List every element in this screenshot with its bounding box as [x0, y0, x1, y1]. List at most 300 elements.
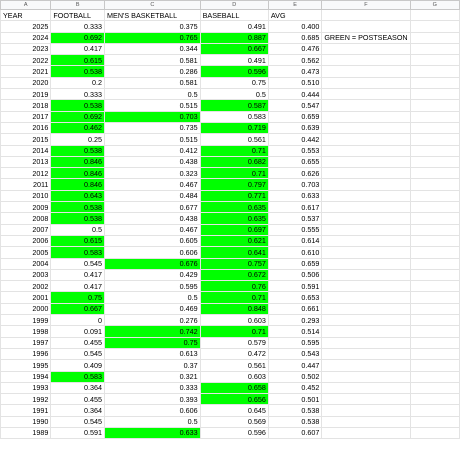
cell-baseball[interactable]: 0.658	[200, 382, 268, 393]
cell-f[interactable]	[322, 21, 410, 32]
cell-football[interactable]: 0.538	[51, 100, 105, 111]
cell-baseball[interactable]: 0.603	[200, 371, 268, 382]
table-row	[1, 315, 460, 326]
cell-year[interactable]: 2016	[1, 122, 51, 133]
cell-year[interactable]: 2025	[1, 21, 51, 32]
cell-baseball[interactable]: 0.472	[200, 348, 268, 359]
cell-avg[interactable]: 0.506	[268, 269, 321, 280]
header-year[interactable]: YEAR	[1, 10, 51, 21]
cell-baseball[interactable]: 0.645	[200, 405, 268, 416]
cell-avg[interactable]: 0.617	[268, 202, 321, 213]
cell-g[interactable]	[410, 303, 459, 314]
cell-year[interactable]: 1999	[1, 315, 51, 326]
cell-g[interactable]	[410, 100, 459, 111]
cell-football[interactable]: 0.692	[51, 32, 105, 43]
cell-g[interactable]	[410, 360, 459, 371]
header-row	[1, 10, 460, 21]
header-baseball[interactable]: BASEBALL	[200, 10, 268, 21]
cell-f[interactable]	[322, 145, 410, 156]
cell-f[interactable]	[322, 303, 410, 314]
cell-f[interactable]	[322, 77, 410, 88]
cell-football[interactable]: 0.417	[51, 269, 105, 280]
cell-baseball[interactable]: 0.561	[200, 360, 268, 371]
cell-f[interactable]	[322, 269, 410, 280]
cell-avg[interactable]: 0.659	[268, 111, 321, 122]
table-row	[1, 427, 460, 438]
cell-year[interactable]: 1996	[1, 348, 51, 359]
cell-baseball[interactable]: 0.635	[200, 202, 268, 213]
cell-f[interactable]	[322, 179, 410, 190]
cell-baseball[interactable]: 0.887	[200, 32, 268, 43]
cell-football[interactable]: 0.75	[51, 292, 105, 303]
cell-baseball[interactable]: 0.75	[200, 77, 268, 88]
cell-baseball[interactable]: 0.71	[200, 292, 268, 303]
cell-g[interactable]	[410, 427, 459, 438]
cell-football[interactable]: 0.538	[51, 66, 105, 77]
cell-avg[interactable]: 0.555	[268, 224, 321, 235]
cell-f[interactable]	[322, 394, 410, 405]
cell-avg[interactable]: 0.659	[268, 258, 321, 269]
cell-year[interactable]: 2018	[1, 100, 51, 111]
cell-avg[interactable]: 0.562	[268, 55, 321, 66]
cell-f[interactable]	[322, 326, 410, 337]
cell-mens-basketball[interactable]: 0.323	[105, 168, 201, 179]
cell-avg[interactable]: 0.626	[268, 168, 321, 179]
cell-mens-basketball[interactable]: 0.605	[105, 235, 201, 246]
cell-football[interactable]: 0.615	[51, 55, 105, 66]
cell-f[interactable]	[322, 348, 410, 359]
cell-year[interactable]: 1997	[1, 337, 51, 348]
cell-football[interactable]: 0.25	[51, 134, 105, 145]
column-header-c[interactable]: C	[105, 1, 201, 10]
cell-baseball[interactable]: 0.583	[200, 111, 268, 122]
cell-g[interactable]	[410, 122, 459, 133]
cell-year[interactable]: 1998	[1, 326, 51, 337]
cell-football[interactable]: 0.091	[51, 326, 105, 337]
cell-baseball[interactable]: 0.491	[200, 21, 268, 32]
cell-g[interactable]	[410, 66, 459, 77]
cell-year[interactable]: 2012	[1, 168, 51, 179]
cell-avg[interactable]: 0.614	[268, 235, 321, 246]
cell-football[interactable]: 0.692	[51, 111, 105, 122]
cell-mens-basketball[interactable]: 0.467	[105, 224, 201, 235]
cell-mens-basketball[interactable]: 0.515	[105, 100, 201, 111]
cell-avg[interactable]: 0.452	[268, 382, 321, 393]
cell-avg[interactable]: 0.537	[268, 213, 321, 224]
cell-g[interactable]	[410, 258, 459, 269]
cell-year[interactable]: 2010	[1, 190, 51, 201]
cell-baseball[interactable]: 0.757	[200, 258, 268, 269]
cell-avg[interactable]: 0.703	[268, 179, 321, 190]
cell-football[interactable]: 0.545	[51, 348, 105, 359]
cell-f[interactable]	[322, 100, 410, 111]
table-row	[1, 156, 460, 167]
cell-year[interactable]: 2006	[1, 235, 51, 246]
cell-f[interactable]	[322, 43, 410, 54]
column-header-g[interactable]: G	[410, 1, 459, 10]
grid-body	[1, 1, 460, 439]
cell-mens-basketball[interactable]: 0.515	[105, 134, 201, 145]
cell-avg[interactable]: 0.538	[268, 416, 321, 427]
cell-football[interactable]: 0.409	[51, 360, 105, 371]
cell-g[interactable]	[410, 55, 459, 66]
column-header-f[interactable]: F	[322, 1, 410, 10]
cell-mens-basketball[interactable]: 0.276	[105, 315, 201, 326]
cell-g[interactable]	[410, 145, 459, 156]
cell-mens-basketball[interactable]: 0.467	[105, 179, 201, 190]
cell-g[interactable]	[410, 43, 459, 54]
header-empty-g[interactable]	[410, 10, 459, 21]
cell-mens-basketball[interactable]: 0.393	[105, 394, 201, 405]
cell-mens-basketball[interactable]: 0.633	[105, 427, 201, 438]
table-row	[1, 179, 460, 190]
cell-year[interactable]: 2001	[1, 292, 51, 303]
cell-g[interactable]	[410, 77, 459, 88]
cell-baseball[interactable]: 0.848	[200, 303, 268, 314]
cell-baseball[interactable]: 0.596	[200, 66, 268, 77]
cell-mens-basketball[interactable]: 0.606	[105, 247, 201, 258]
cell-avg[interactable]: 0.444	[268, 89, 321, 100]
cell-baseball[interactable]: 0.797	[200, 179, 268, 190]
cell-baseball[interactable]: 0.621	[200, 235, 268, 246]
cell-baseball[interactable]: 0.491	[200, 55, 268, 66]
cell-mens-basketball[interactable]: 0.429	[105, 269, 201, 280]
cell-mens-basketball[interactable]: 0.703	[105, 111, 201, 122]
cell-year[interactable]: 1994	[1, 371, 51, 382]
table-row	[1, 66, 460, 77]
cell-football[interactable]: 0.846	[51, 156, 105, 167]
column-header-b[interactable]: B	[51, 1, 105, 10]
cell-year[interactable]: 1990	[1, 416, 51, 427]
cell-baseball[interactable]: 0.672	[200, 269, 268, 280]
table-row	[1, 360, 460, 371]
header-football[interactable]: FOOTBALL	[51, 10, 105, 21]
cell-year[interactable]: 2023	[1, 43, 51, 54]
cell-mens-basketball[interactable]: 0.484	[105, 190, 201, 201]
cell-g[interactable]	[410, 179, 459, 190]
cell-football[interactable]: 0.455	[51, 337, 105, 348]
table-row	[1, 168, 460, 179]
cell-avg[interactable]: 0.655	[268, 156, 321, 167]
cell-mens-basketball[interactable]: 0.75	[105, 337, 201, 348]
cell-avg[interactable]: 0.661	[268, 303, 321, 314]
cell-baseball[interactable]: 0.596	[200, 427, 268, 438]
cell-football[interactable]: 0.846	[51, 168, 105, 179]
cell-year[interactable]: 2005	[1, 247, 51, 258]
cell-f[interactable]	[322, 247, 410, 258]
table-row	[1, 77, 460, 88]
cell-avg[interactable]: 0.595	[268, 337, 321, 348]
cell-football[interactable]: 0.615	[51, 235, 105, 246]
cell-baseball[interactable]: 0.579	[200, 337, 268, 348]
table-row	[1, 416, 460, 427]
cell-mens-basketball[interactable]: 0.469	[105, 303, 201, 314]
cell-year[interactable]: 2008	[1, 213, 51, 224]
cell-f[interactable]	[322, 190, 410, 201]
cell-football[interactable]: 0	[51, 315, 105, 326]
table-row	[1, 21, 460, 32]
cell-g[interactable]	[410, 134, 459, 145]
cell-f[interactable]	[322, 168, 410, 179]
cell-baseball[interactable]: 0.71	[200, 145, 268, 156]
header-mens-basketball[interactable]: MEN'S BASKETBALL	[105, 10, 201, 21]
cell-avg[interactable]: 0.473	[268, 66, 321, 77]
cell-f[interactable]	[322, 427, 410, 438]
cell-f[interactable]	[322, 66, 410, 77]
cell-avg[interactable]: 0.502	[268, 371, 321, 382]
cell-g[interactable]	[410, 156, 459, 167]
cell-football[interactable]: 0.538	[51, 145, 105, 156]
cell-g[interactable]	[410, 416, 459, 427]
header-empty-f[interactable]	[322, 10, 410, 21]
cell-football[interactable]: 0.417	[51, 281, 105, 292]
cell-mens-basketball[interactable]: 0.5	[105, 416, 201, 427]
column-header-d[interactable]: D	[200, 1, 268, 10]
table-row	[1, 405, 460, 416]
table-row	[1, 371, 460, 382]
table-row	[1, 202, 460, 213]
cell-avg[interactable]: 0.538	[268, 405, 321, 416]
cell-avg[interactable]: 0.510	[268, 77, 321, 88]
cell-f[interactable]	[322, 32, 410, 43]
cell-football[interactable]: 0.591	[51, 427, 105, 438]
cell-year[interactable]: 2024	[1, 32, 51, 43]
cell-baseball[interactable]: 0.641	[200, 247, 268, 258]
cell-f[interactable]	[322, 89, 410, 100]
cell-year[interactable]: 2013	[1, 156, 51, 167]
cell-g[interactable]	[410, 348, 459, 359]
cell-baseball[interactable]: 0.561	[200, 134, 268, 145]
cell-f[interactable]	[322, 281, 410, 292]
cell-year[interactable]: 2003	[1, 269, 51, 280]
cell-baseball[interactable]: 0.587	[200, 100, 268, 111]
cell-g[interactable]	[410, 382, 459, 393]
cell-g[interactable]	[410, 89, 459, 100]
cell-f[interactable]	[322, 405, 410, 416]
cell-g[interactable]	[410, 337, 459, 348]
cell-mens-basketball[interactable]: 0.412	[105, 145, 201, 156]
cell-baseball[interactable]: 0.697	[200, 224, 268, 235]
cell-baseball[interactable]: 0.76	[200, 281, 268, 292]
cell-g[interactable]	[410, 202, 459, 213]
cell-f[interactable]	[322, 416, 410, 427]
cell-mens-basketball[interactable]: 0.581	[105, 77, 201, 88]
cell-mens-basketball[interactable]: 0.676	[105, 258, 201, 269]
cell-football[interactable]: 0.333	[51, 21, 105, 32]
cell-year[interactable]: 2014	[1, 145, 51, 156]
header-avg[interactable]: AVG	[268, 10, 321, 21]
cell-g[interactable]	[410, 32, 459, 43]
cell-mens-basketball[interactable]: 0.438	[105, 156, 201, 167]
cell-year[interactable]: 2015	[1, 134, 51, 145]
cell-year[interactable]: 1995	[1, 360, 51, 371]
cell-f[interactable]	[322, 235, 410, 246]
table-row	[1, 55, 460, 66]
cell-avg[interactable]: 0.607	[268, 427, 321, 438]
cell-football[interactable]: 0.364	[51, 405, 105, 416]
column-header-e[interactable]: E	[268, 1, 321, 10]
cell-avg[interactable]: 0.442	[268, 134, 321, 145]
cell-year[interactable]: 2000	[1, 303, 51, 314]
cell-year[interactable]: 2017	[1, 111, 51, 122]
cell-mens-basketball[interactable]: 0.677	[105, 202, 201, 213]
table-row	[1, 235, 460, 246]
cell-baseball[interactable]: 0.771	[200, 190, 268, 201]
cell-mens-basketball[interactable]: 0.765	[105, 32, 201, 43]
cell-mens-basketball[interactable]: 0.5	[105, 89, 201, 100]
cell-football[interactable]: 0.643	[51, 190, 105, 201]
cell-avg[interactable]: 0.591	[268, 281, 321, 292]
cell-f[interactable]	[322, 111, 410, 122]
cell-football[interactable]: 0.545	[51, 416, 105, 427]
cell-avg[interactable]: 0.653	[268, 292, 321, 303]
cell-avg[interactable]: 0.447	[268, 360, 321, 371]
cell-baseball[interactable]: 0.719	[200, 122, 268, 133]
cell-mens-basketball[interactable]: 0.742	[105, 326, 201, 337]
cell-f[interactable]	[322, 258, 410, 269]
cell-mens-basketball[interactable]: 0.321	[105, 371, 201, 382]
cell-football[interactable]: 0.545	[51, 258, 105, 269]
cell-mens-basketball[interactable]: 0.5	[105, 292, 201, 303]
cell-mens-basketball[interactable]: 0.375	[105, 21, 201, 32]
cell-g[interactable]	[410, 315, 459, 326]
cell-mens-basketball[interactable]: 0.735	[105, 122, 201, 133]
cell-baseball[interactable]: 0.667	[200, 43, 268, 54]
cell-year[interactable]: 2019	[1, 89, 51, 100]
cell-mens-basketball[interactable]: 0.344	[105, 43, 201, 54]
cell-mens-basketball[interactable]: 0.333	[105, 382, 201, 393]
cell-football[interactable]: 0.846	[51, 179, 105, 190]
cell-year[interactable]: 2020	[1, 77, 51, 88]
cell-baseball[interactable]: 0.5	[200, 89, 268, 100]
cell-football[interactable]: 0.417	[51, 43, 105, 54]
cell-football[interactable]: 0.5	[51, 224, 105, 235]
cell-baseball[interactable]: 0.71	[200, 326, 268, 337]
cell-avg[interactable]: 0.543	[268, 348, 321, 359]
cell-avg[interactable]: 0.639	[268, 122, 321, 133]
cell-f[interactable]	[322, 122, 410, 133]
cell-f[interactable]	[322, 382, 410, 393]
cell-f[interactable]	[322, 134, 410, 145]
table-row	[1, 213, 460, 224]
cell-g[interactable]	[410, 213, 459, 224]
cell-football[interactable]: 0.462	[51, 122, 105, 133]
cell-year[interactable]: 2007	[1, 224, 51, 235]
cell-avg[interactable]: 0.514	[268, 326, 321, 337]
cell-f[interactable]	[322, 371, 410, 382]
cell-year[interactable]: 1992	[1, 394, 51, 405]
cell-baseball[interactable]: 0.603	[200, 315, 268, 326]
cell-g[interactable]	[410, 394, 459, 405]
cell-baseball[interactable]: 0.656	[200, 394, 268, 405]
cell-mens-basketball[interactable]: 0.438	[105, 213, 201, 224]
cell-football[interactable]: 0.538	[51, 202, 105, 213]
cell-f[interactable]	[322, 55, 410, 66]
cell-mens-basketball[interactable]: 0.37	[105, 360, 201, 371]
cell-g[interactable]	[410, 326, 459, 337]
cell-mens-basketball[interactable]: 0.595	[105, 281, 201, 292]
cell-mens-basketball[interactable]: 0.613	[105, 348, 201, 359]
cell-football[interactable]: 0.333	[51, 89, 105, 100]
cell-g[interactable]	[410, 405, 459, 416]
table-row	[1, 224, 460, 235]
table-row	[1, 100, 460, 111]
cell-f[interactable]	[322, 202, 410, 213]
cell-year[interactable]: 2009	[1, 202, 51, 213]
cell-f[interactable]	[322, 224, 410, 235]
cell-avg[interactable]: 0.633	[268, 190, 321, 201]
cell-year[interactable]: 2022	[1, 55, 51, 66]
cell-g[interactable]	[410, 371, 459, 382]
table-row	[1, 111, 460, 122]
cell-g[interactable]	[410, 190, 459, 201]
table-row	[1, 32, 460, 43]
cell-year[interactable]: 1991	[1, 405, 51, 416]
cell-avg[interactable]: 0.547	[268, 100, 321, 111]
cell-mens-basketball[interactable]: 0.581	[105, 55, 201, 66]
cell-mens-basketball[interactable]: 0.606	[105, 405, 201, 416]
cell-g[interactable]	[410, 281, 459, 292]
cell-f[interactable]	[322, 156, 410, 167]
cell-g[interactable]	[410, 111, 459, 122]
cell-f[interactable]	[322, 315, 410, 326]
cell-avg[interactable]: 0.293	[268, 315, 321, 326]
cell-football[interactable]: 0.667	[51, 303, 105, 314]
cell-g[interactable]	[410, 168, 459, 179]
cell-year[interactable]: 2021	[1, 66, 51, 77]
cell-avg[interactable]: 0.685	[268, 32, 321, 43]
cell-football[interactable]: 0.455	[51, 394, 105, 405]
table-row	[1, 337, 460, 348]
cell-avg[interactable]: 0.501	[268, 394, 321, 405]
cell-f[interactable]	[322, 360, 410, 371]
cell-baseball[interactable]: 0.682	[200, 156, 268, 167]
cell-avg[interactable]: 0.553	[268, 145, 321, 156]
cell-year[interactable]: 2011	[1, 179, 51, 190]
cell-g[interactable]	[410, 235, 459, 246]
cell-year[interactable]: 2002	[1, 281, 51, 292]
cell-baseball[interactable]: 0.71	[200, 168, 268, 179]
cell-f[interactable]	[322, 213, 410, 224]
cell-g[interactable]	[410, 224, 459, 235]
cell-year[interactable]: 1989	[1, 427, 51, 438]
cell-football[interactable]: 0.583	[51, 247, 105, 258]
cell-year[interactable]: 2004	[1, 258, 51, 269]
cell-year[interactable]: 1993	[1, 382, 51, 393]
cell-mens-basketball[interactable]: 0.286	[105, 66, 201, 77]
table-row	[1, 258, 460, 269]
column-header-a[interactable]: A	[1, 1, 51, 10]
cell-g[interactable]	[410, 292, 459, 303]
cell-baseball[interactable]: 0.569	[200, 416, 268, 427]
table-row	[1, 122, 460, 133]
cell-f[interactable]	[322, 292, 410, 303]
cell-football[interactable]: 0.538	[51, 213, 105, 224]
cell-g[interactable]	[410, 21, 459, 32]
cell-football[interactable]: 0.364	[51, 382, 105, 393]
cell-baseball[interactable]: 0.635	[200, 213, 268, 224]
cell-avg[interactable]: 0.400	[268, 21, 321, 32]
table-row	[1, 292, 460, 303]
cell-football[interactable]: 0.2	[51, 77, 105, 88]
cell-g[interactable]	[410, 269, 459, 280]
cell-f[interactable]	[322, 337, 410, 348]
cell-avg[interactable]: 0.610	[268, 247, 321, 258]
table-row	[1, 43, 460, 54]
cell-g[interactable]	[410, 247, 459, 258]
cell-avg[interactable]: 0.476	[268, 43, 321, 54]
cell-football[interactable]: 0.583	[51, 371, 105, 382]
